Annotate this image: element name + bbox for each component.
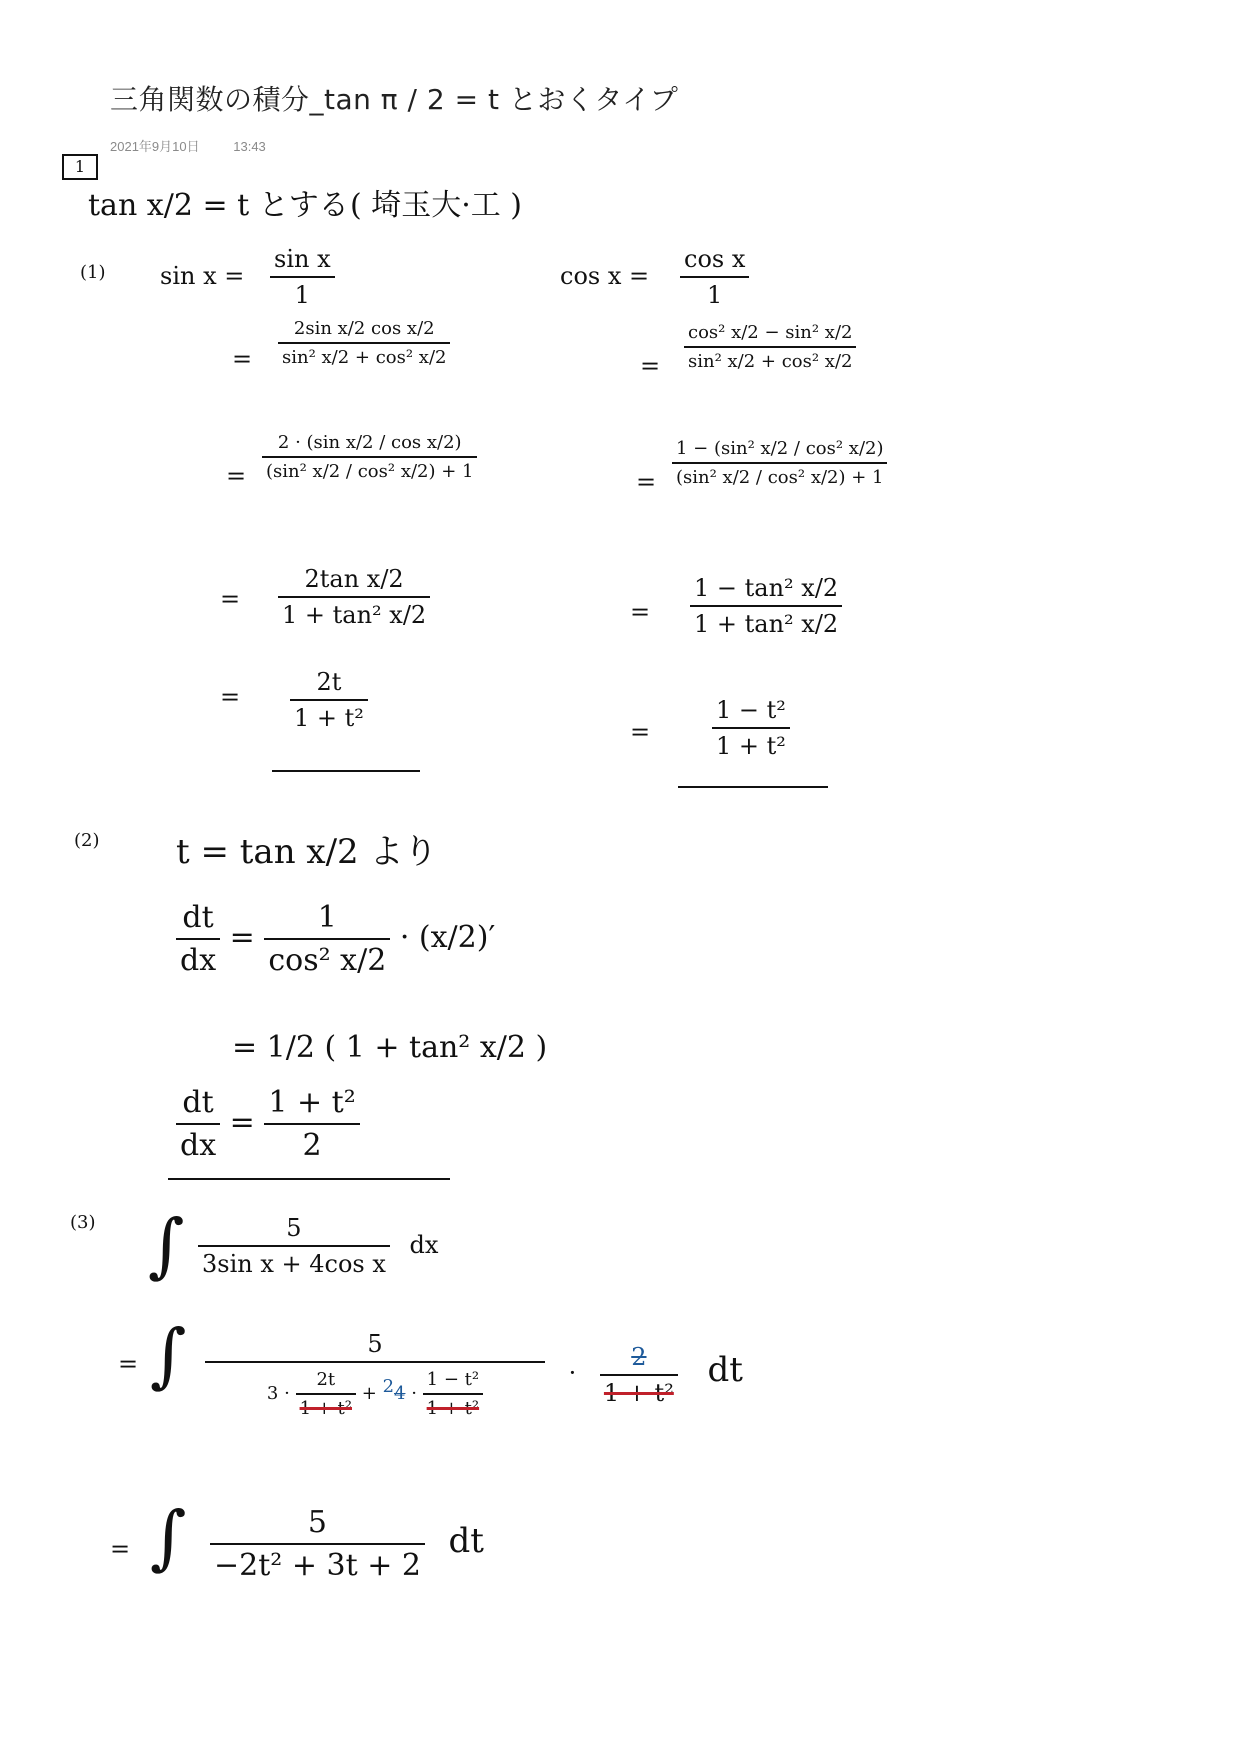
cos-lhs: cos x = [560,262,650,290]
answer-underline [168,1178,450,1180]
part3-label: (3) [70,1212,96,1233]
integral-sign: ∫ [148,1204,185,1286]
eq-sign: = [118,1350,139,1378]
sin-lhs: sin x = [160,262,245,290]
eq-sign: = [630,718,651,746]
cos-step-1: $\frac{\text{cos x}}{1}$ [680,245,749,309]
part2-line4: $\frac{dt}{dx}$ = $\frac{\text{1 + t²}}{2}$ [176,1085,360,1163]
page-title: 三角関数の積分_tan π / 2 = t とおくタイプ [110,83,679,116]
cos-step-2: $\frac{\text{cos² x/2 − sin² x/2}}{\text{sin² x/2 + cos² x/2}}$ [684,322,856,372]
sin-step-2: $\frac{\text{2sin x/2 cos x/2}}{\text{sin² x/2 + cos² x/2}}$ [278,318,450,368]
eq-sign: = [220,683,241,711]
cos-step-5: $\frac{\text{1 − t²}}{\text{1 + t²}}$ [712,696,790,760]
answer-underline [272,770,420,772]
part2-line3: = 1/2 ( 1 + tan² x/2 ) [232,1030,548,1065]
part3-step3: $\frac{5}{\text{−2t² + 3t + 2}}$ dt [210,1505,484,1583]
part1-label: (1) [80,262,106,283]
part2-line1: t = tan x/2 より [176,832,438,872]
cos-step-3: $\frac{\text{1 − (sin² x/2 / cos² x/2)}}{\text{(sin² x/2 / cos² x/2) + 1}}$ [672,438,887,488]
integral-sign: ∫ [150,1314,187,1396]
timestamp [110,136,296,155]
answer-underline [678,786,828,788]
cos-step-4: $\frac{\text{1 − tan² x/2}}{\text{1 + tan² x/2}}$ [690,574,842,638]
problem-source: ( 埼玉大·工 ) [350,188,523,223]
eq-sign: = [110,1535,131,1563]
integral-sign: ∫ [150,1496,187,1578]
eq-sign: = [630,598,651,626]
problem-number-box: 1 [62,154,98,180]
part2-label: (2) [74,830,100,851]
part3-integrand: $\frac{5}{\text{3sin x + 4cos x}}$ dx [198,1214,438,1278]
problem-setup: tan x/2 = t とする [88,188,349,223]
eq-sign: = [220,585,241,613]
sin-step-1: $\frac{\text{sin x}}{1}$ [270,245,335,309]
part3-step2: 5 3 · $\frac{2t}{\text{1 + t²}}$ + 24 · $\frac{\text{1 − t²}}{\text{1 + t²}}$ · $\frac{2}{\text{1 + t²}}$ dt [205,1330,743,1419]
eq-sign: = [232,345,253,373]
eq-sign: = [640,352,661,380]
date-label: 2021年9月10日 [110,139,200,154]
time-label: 13:43 [233,139,266,154]
part2-line2: $\frac{dt}{dx}$ = $\frac{1}{\text{cos² x/2}}$ · (x/2)′ [176,900,495,978]
eq-sign: = [636,468,657,496]
sin-step-5: $\frac{2t}{\text{1 + t²}}$ [290,668,368,732]
eq-sign: = [226,462,247,490]
sin-step-4: $\frac{\text{2tan x/2}}{\text{1 + tan² x/2}}$ [278,565,430,629]
sin-step-3: $\frac{\text{2 · (sin x/2 / cos x/2)}}{\text{(sin² x/2 / cos² x/2) + 1}}$ [262,432,477,482]
